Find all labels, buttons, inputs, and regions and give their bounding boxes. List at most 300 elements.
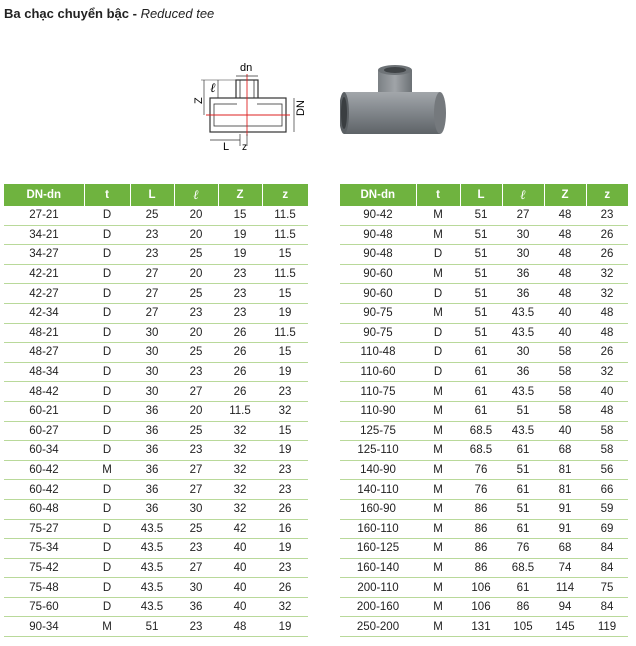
table-cell: 61 [502,441,544,461]
table-cell: 68 [544,539,586,559]
table-cell: 42-27 [4,284,84,304]
table-cell: 32 [586,264,628,284]
table-cell: 48 [586,401,628,421]
header-z: z [586,184,628,206]
table-cell: 25 [130,206,174,225]
table-cell: 48 [218,617,262,637]
table-row [4,225,308,245]
header-t: t [416,184,460,206]
table-cell: 86 [502,597,544,617]
table-row [4,362,308,382]
table-cell: 40 [218,558,262,578]
table-row [340,343,628,363]
table-cell: 51 [460,303,502,323]
table-header-row [4,184,308,206]
table-cell: M [416,617,460,637]
table-cell: 26 [586,245,628,265]
table-cell: 15 [262,343,308,363]
table-cell: 69 [586,519,628,539]
table-cell: D [416,245,460,265]
table-cell: 61 [502,578,544,598]
table-cell: 27 [502,206,544,225]
table-cell: 20 [174,264,218,284]
table-cell: 61 [502,519,544,539]
table-cell: 58 [544,362,586,382]
table-cell: 16 [262,519,308,539]
table-cell: 51 [502,499,544,519]
table-cell: 43.5 [502,323,544,343]
table-row [340,323,628,343]
table-cell: 23 [174,539,218,559]
table-cell: 30 [130,323,174,343]
table-cell: 200-160 [340,597,416,617]
table-cell: 58 [586,441,628,461]
table-cell: 61 [502,480,544,500]
L-label: L [223,141,230,152]
table-cell: 48-21 [4,323,84,343]
table-cell: 25 [174,284,218,304]
table-cell: 25 [174,421,218,441]
table-cell: 119 [586,617,628,637]
table-cell: D [84,539,130,559]
table-cell: 59 [586,499,628,519]
table-cell: 36 [130,401,174,421]
table-row [340,245,628,265]
table-cell: 86 [460,539,502,559]
table-cell: 48 [544,206,586,225]
table-cell: 11.5 [262,225,308,245]
table-cell: 36 [130,421,174,441]
table-cell: 94 [544,597,586,617]
table-row [340,441,628,461]
table-cell: 51 [502,460,544,480]
table-body-left [4,206,308,637]
table-cell: 76 [460,460,502,480]
table-row [4,323,308,343]
table-cell: 110-75 [340,382,416,402]
tee-dimension-diagram [190,56,310,152]
table-cell: 43.5 [502,421,544,441]
table-cell: 75-27 [4,519,84,539]
header-Z: Z [544,184,586,206]
table-cell: 27 [174,480,218,500]
table-cell: 30 [174,499,218,519]
table-cell: 19 [218,245,262,265]
table-row [4,539,308,559]
table-cell: D [84,382,130,402]
table-cell: 51 [460,245,502,265]
table-cell: 66 [586,480,628,500]
table-cell: 250-200 [340,617,416,637]
table-cell: 32 [218,441,262,461]
table-cell: 86 [460,558,502,578]
table-cell: D [84,480,130,500]
table-cell: 15 [262,245,308,265]
table-row [4,343,308,363]
table-cell: 60-21 [4,401,84,421]
table-cell: M [416,480,460,500]
table-cell: 60-34 [4,441,84,461]
table-cell: M [416,303,460,323]
table-cell: 40 [544,323,586,343]
table-row [340,558,628,578]
table-cell: 110-48 [340,343,416,363]
table-cell: 40 [586,382,628,402]
table-cell: 60-48 [4,499,84,519]
table-cell: 27-21 [4,206,84,225]
table-cell: 42 [218,519,262,539]
table-header-row [340,184,628,206]
header-z: z [262,184,308,206]
table-cell: 48 [544,264,586,284]
table-cell: 48 [586,323,628,343]
table-cell: M [416,519,460,539]
table-cell: D [84,303,130,323]
table-row [4,206,308,225]
table-cell: 36 [502,362,544,382]
table-cell: 27 [174,382,218,402]
table-row [4,382,308,402]
table-cell: 114 [544,578,586,598]
table-cell: 90-34 [4,617,84,637]
table-cell: 36 [130,460,174,480]
table-cell: 43.5 [502,382,544,402]
table-cell: 40 [544,421,586,441]
table-cell: 68.5 [502,558,544,578]
table-cell: 26 [262,499,308,519]
table-cell: 25 [174,245,218,265]
table-cell: 58 [586,421,628,441]
dn-label: dn [240,62,253,74]
dimension-table-left [4,184,308,637]
table-cell: 84 [586,539,628,559]
table-cell: 75 [586,578,628,598]
header-L: L [130,184,174,206]
table-row [340,617,628,637]
table-cell: 58 [544,401,586,421]
table-cell: 81 [544,480,586,500]
table-cell: 90-48 [340,225,416,245]
table-cell: 26 [218,362,262,382]
table-cell: M [416,421,460,441]
table-cell: 36 [130,480,174,500]
table-row [4,421,308,441]
table-cell: 75-34 [4,539,84,559]
table-cell: 86 [460,499,502,519]
table-cell: D [84,578,130,598]
table-row [4,460,308,480]
table-row [4,597,308,617]
table-row [4,480,308,500]
table-cell: 75-48 [4,578,84,598]
table-cell: 140-90 [340,460,416,480]
table-cell: 58 [544,343,586,363]
table-cell: 30 [130,382,174,402]
table-cell: 30 [502,343,544,363]
table-row [4,578,308,598]
table-cell: 48-34 [4,362,84,382]
table-cell: 91 [544,519,586,539]
table-cell: 32 [218,460,262,480]
table-cell: D [84,284,130,304]
table-cell: 30 [502,225,544,245]
table-cell: 110-60 [340,362,416,382]
l-label: ℓ [210,80,216,95]
table-cell: 32 [262,597,308,617]
table-cell: 11.5 [218,401,262,421]
table-cell: 19 [262,441,308,461]
table-cell: D [84,421,130,441]
table-cell: 23 [174,303,218,323]
header-dn-dn: DN-dn [340,184,416,206]
table-row [340,539,628,559]
table-cell: M [416,225,460,245]
table-row [340,401,628,421]
table-cell: 43.5 [130,578,174,598]
table-cell: D [84,264,130,284]
table-cell: 40 [218,539,262,559]
z-label: z [242,142,247,152]
table-cell: D [416,284,460,304]
header-dn-dn: DN-dn [4,184,84,206]
dimension-table-right [340,184,628,637]
Z-label: Z [193,97,205,104]
table-cell: 91 [544,499,586,519]
title-vietnamese: Ba chạc chuyển bậc - [4,6,141,21]
table-cell: 40 [544,303,586,323]
table-cell: 160-90 [340,499,416,519]
table-cell: 23 [174,362,218,382]
table-cell: 131 [460,617,502,637]
table-cell: 36 [130,441,174,461]
table-cell: 90-60 [340,284,416,304]
table-cell: 110-90 [340,401,416,421]
table-cell: 19 [262,362,308,382]
table-cell: 51 [460,206,502,225]
table-cell: 20 [174,401,218,421]
table-cell: 84 [586,597,628,617]
table-cell: 25 [174,343,218,363]
table-cell: 32 [218,421,262,441]
table-cell: 23 [218,264,262,284]
table-cell: 36 [130,499,174,519]
table-cell: 30 [502,245,544,265]
table-cell: 51 [460,264,502,284]
table-cell: 106 [460,597,502,617]
table-cell: 23 [174,441,218,461]
table-cell: 68.5 [460,421,502,441]
table-cell: D [84,558,130,578]
table-row [4,617,308,637]
table-cell: 15 [262,421,308,441]
table-cell: 23 [174,617,218,637]
table-row [4,303,308,323]
table-cell: 125-75 [340,421,416,441]
table-cell: 48 [544,245,586,265]
table-body-right [340,206,628,637]
table-cell: 51 [460,323,502,343]
table-cell: 90-75 [340,303,416,323]
table-cell: 23 [130,225,174,245]
table-cell: 42-21 [4,264,84,284]
table-cell: 19 [262,539,308,559]
table-cell: 26 [218,343,262,363]
table-cell: M [84,460,130,480]
table-cell: 27 [130,264,174,284]
title-english: Reduced tee [140,6,215,21]
table-cell: 56 [586,460,628,480]
table-cell: D [84,323,130,343]
table-row [340,421,628,441]
table-cell: 32 [218,499,262,519]
table-cell: M [416,264,460,284]
table-cell: 43.5 [130,597,174,617]
table-cell: D [416,343,460,363]
table-cell: 19 [262,617,308,637]
table-cell: 27 [174,460,218,480]
table-row [340,264,628,284]
table-cell: D [84,519,130,539]
table-cell: 40 [218,597,262,617]
table-cell: 20 [174,323,218,343]
table-row [340,303,628,323]
table-row [4,558,308,578]
table-cell: 58 [544,382,586,402]
table-cell: 23 [586,206,628,225]
table-cell: M [416,382,460,402]
table-cell: D [84,597,130,617]
table-cell: 26 [586,343,628,363]
reduced-tee-photo [340,62,450,144]
table-cell: 26 [218,382,262,402]
table-cell: 32 [586,362,628,382]
table-cell: 51 [460,225,502,245]
table-cell: 42-34 [4,303,84,323]
table-cell: 26 [586,225,628,245]
table-cell: 160-110 [340,519,416,539]
DN-label: DN [295,100,307,116]
table-cell: 60-42 [4,460,84,480]
table-cell: 19 [262,303,308,323]
table-cell: D [84,441,130,461]
table-cell: 36 [502,264,544,284]
table-cell: M [416,401,460,421]
table-cell: 30 [130,362,174,382]
table-cell: D [416,323,460,343]
table-cell: 76 [460,480,502,500]
table-cell: D [84,362,130,382]
table-cell: 19 [218,225,262,245]
table-cell: 48-42 [4,382,84,402]
table-cell: 30 [130,343,174,363]
table-cell: 11.5 [262,206,308,225]
table-row [340,578,628,598]
table-cell: 51 [502,401,544,421]
table-cell: 61 [460,343,502,363]
table-row [4,519,308,539]
table-cell: 140-110 [340,480,416,500]
table-cell: 25 [174,519,218,539]
table-cell: 27 [130,284,174,304]
table-cell: 48 [544,225,586,245]
table-cell: 23 [262,480,308,500]
header-Z: Z [218,184,262,206]
table-cell: 74 [544,558,586,578]
table-cell: 145 [544,617,586,637]
table-cell: M [416,539,460,559]
table-cell: 15 [218,206,262,225]
table-cell: 200-110 [340,578,416,598]
table-row [340,206,628,225]
table-cell: M [416,441,460,461]
table-cell: M [416,460,460,480]
table-cell: 60-42 [4,480,84,500]
table-cell: M [416,597,460,617]
table-row [340,597,628,617]
table-cell: 23 [218,284,262,304]
table-cell: M [416,499,460,519]
table-cell: M [416,206,460,225]
table-cell: 32 [586,284,628,304]
table-cell: 125-110 [340,441,416,461]
table-cell: D [84,245,130,265]
table-cell: 11.5 [262,264,308,284]
table-row [4,441,308,461]
table-row [340,519,628,539]
table-cell: 26 [262,578,308,598]
table-cell: D [84,206,130,225]
table-cell: 27 [174,558,218,578]
table-cell: 84 [586,558,628,578]
table-cell: 26 [218,323,262,343]
table-cell: 75-42 [4,558,84,578]
table-cell: 34-21 [4,225,84,245]
table-cell: D [84,401,130,421]
table-row [340,284,628,304]
table-cell: 43.5 [130,539,174,559]
table-cell: 36 [174,597,218,617]
table-cell: 48 [586,303,628,323]
table-cell: 81 [544,460,586,480]
table-cell: 68 [544,441,586,461]
table-cell: 23 [130,245,174,265]
table-row [4,401,308,421]
table-cell: 34-27 [4,245,84,265]
table-cell: 90-42 [340,206,416,225]
table-cell: 23 [218,303,262,323]
table-cell: 61 [460,401,502,421]
table-cell: 86 [460,519,502,539]
header-l: ℓ [502,184,544,206]
table-cell: D [84,499,130,519]
table-cell: 43.5 [130,558,174,578]
table-cell: 48-27 [4,343,84,363]
table-cell: 15 [262,284,308,304]
table-row [4,284,308,304]
table-cell: 61 [460,362,502,382]
table-cell: 30 [174,578,218,598]
table-cell: D [84,225,130,245]
table-row [4,245,308,265]
table-cell: 61 [460,382,502,402]
table-row [4,264,308,284]
table-cell: 68.5 [460,441,502,461]
table-row [340,480,628,500]
table-cell: D [84,343,130,363]
table-cell: 43.5 [130,519,174,539]
table-cell: 90-75 [340,323,416,343]
table-cell: 43.5 [502,303,544,323]
